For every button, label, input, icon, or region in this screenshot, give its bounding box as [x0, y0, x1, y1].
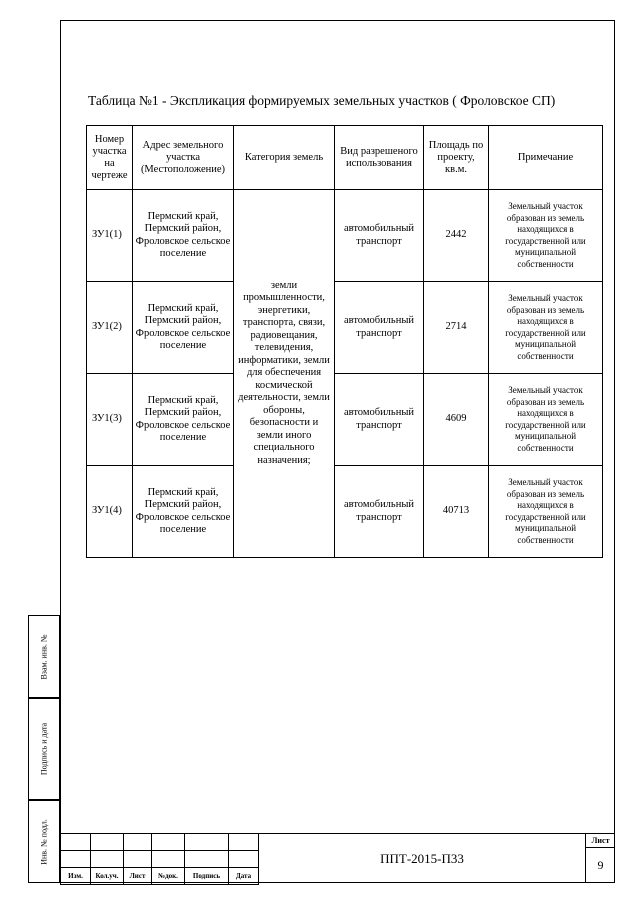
cell-plot-number: ЗУ1(1) [87, 190, 133, 282]
cell-address: Пермский край, Пермский район, Фроловское сельское поселение [133, 374, 234, 466]
stamp-col-count: Кол.уч. [91, 868, 124, 885]
cell-permitted-use: автомобильный транспорт [335, 190, 424, 282]
revision-grid [60, 833, 259, 885]
header-category: Категория земель [234, 126, 335, 190]
cell-address: Пермский край, Пермский район, Фроловское сельское поселение [133, 190, 234, 282]
cell-note: Земельный участок образован из земель находящихся в государственной или муниципальной собственности [489, 190, 603, 282]
cell-address: Пермский край, Пермский район, Фроловское сельское поселение [133, 282, 234, 374]
cell-area: 40713 [424, 466, 489, 558]
side-strip-original-inventory [28, 800, 60, 883]
cell-area: 2442 [424, 190, 489, 282]
side-strip-replacement-inventory [28, 615, 60, 698]
header-plot-number: Номер участка на чертеже [87, 126, 133, 190]
cell-permitted-use: автомобильный транспорт [335, 466, 424, 558]
sheet-number-box [585, 833, 615, 883]
stamp-col-doc-number: №док. [152, 868, 185, 885]
cell-permitted-use: автомобильный транспорт [335, 374, 424, 466]
title-block [60, 833, 615, 883]
header-note: Примечание [489, 126, 603, 190]
stamp-col-signature: Подпись [185, 868, 229, 885]
header-permitted-use: Вид разрешеного использования [335, 126, 424, 190]
explication-table [86, 125, 603, 558]
document-code-text: ППТ-2015-П33 [380, 850, 464, 866]
cell-area: 4609 [424, 374, 489, 466]
stamp-col-date: Дата [229, 868, 259, 885]
table-row [87, 466, 603, 558]
table-caption: Таблица №1 - Экспликация формируемых земельных участков ( Фроловское СП) [88, 93, 556, 108]
header-area: Площадь по проекту, кв.м. [424, 126, 489, 190]
cell-area: 2714 [424, 282, 489, 374]
side-strip-label: Инв. № подл. [39, 818, 49, 865]
cell-note: Земельный участок образован из земель находящихся в государственной или муниципальной собственности [489, 374, 603, 466]
cell-category: земли промышленности, энергетики, транспорта, связи, радиовещания, телевидения, информатики, земли для обеспечения космической деятельности, земли обороны, безопасности и земли иного специального назначения; [234, 190, 335, 558]
cell-address: Пермский край, Пермский район, Фроловское сельское поселение [133, 466, 234, 558]
cell-plot-number: ЗУ1(2) [87, 282, 133, 374]
stamp-col-sheet: Лист [124, 868, 152, 885]
cell-note: Земельный участок образован из земель находящихся в государственной или муниципальной собственности [489, 466, 603, 558]
stamp-col-change: Изм. [61, 868, 91, 885]
cell-permitted-use: автомобильный транспорт [335, 282, 424, 374]
table-row [87, 282, 603, 374]
table-row [87, 190, 603, 282]
sheet-number: 9 [597, 858, 604, 872]
side-strip-signature-date [28, 698, 60, 800]
cell-note: Земельный участок образован из земель находящихся в государственной или муниципальной собственности [489, 282, 603, 374]
table-row [87, 374, 603, 466]
cell-plot-number: ЗУ1(3) [87, 374, 133, 466]
header-address: Адрес земельного участка (Местоположение) [133, 126, 234, 190]
sheet-label: Лист [586, 836, 615, 848]
cell-plot-number: ЗУ1(4) [87, 466, 133, 558]
document-code [258, 833, 585, 883]
table-header-row [87, 126, 603, 190]
side-strip-label: Взам. инв. № [39, 633, 49, 680]
side-strip-label: Подпись и дата [39, 722, 49, 776]
